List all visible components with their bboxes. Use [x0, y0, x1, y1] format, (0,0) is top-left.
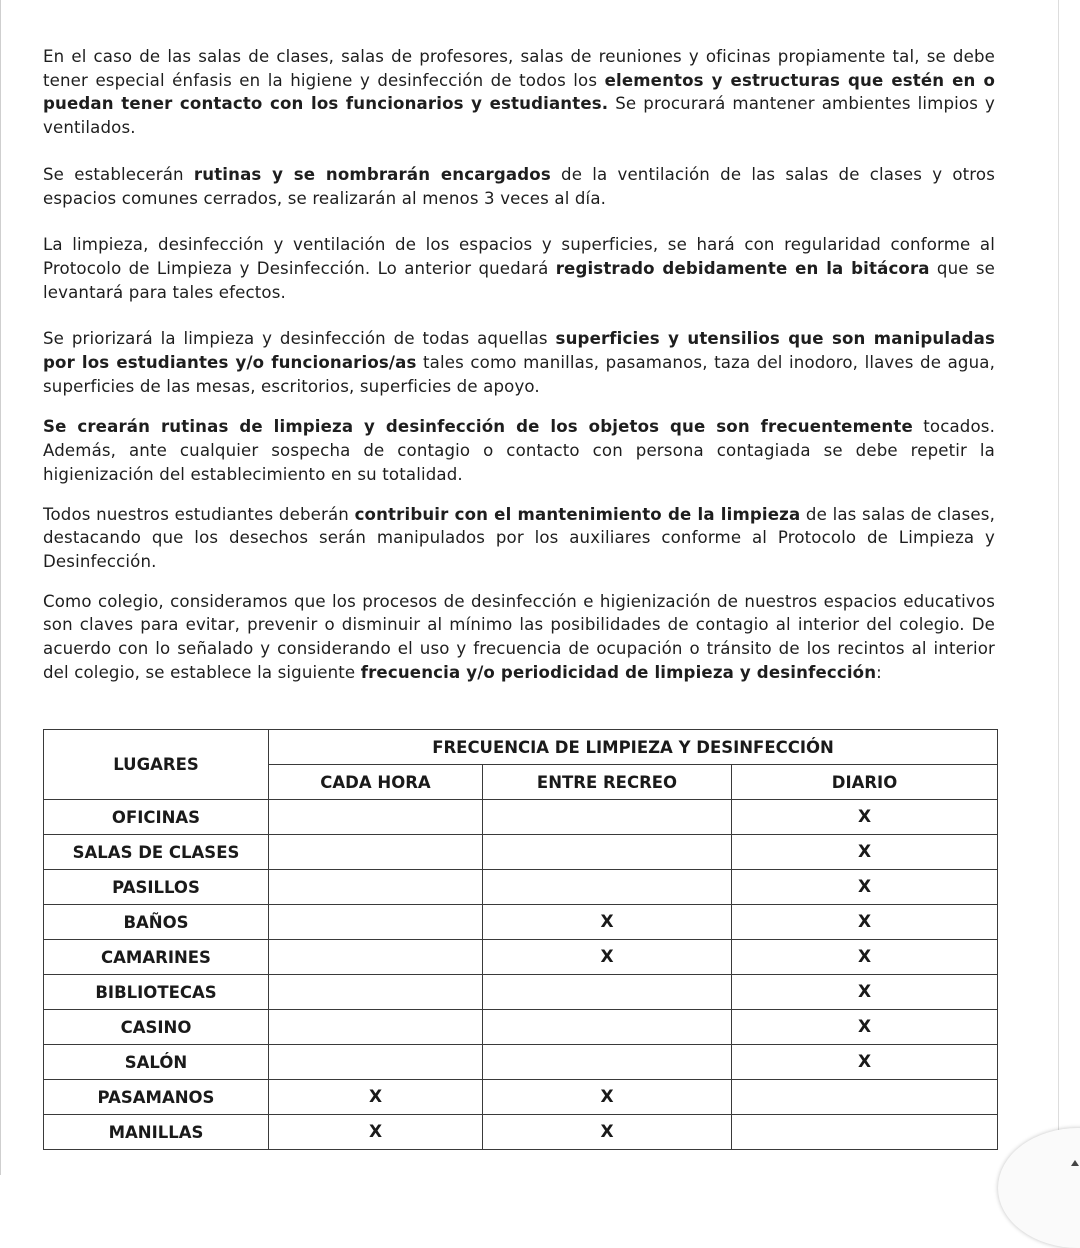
paragraph-1: En el caso de las salas de clases, salas de profesores, salas de reuniones y oficinas propiamente tal, se debe tener especial énfasis en la higiene y desinfección de todos los elementos y estructuras que estén en o puedan tener contacto con los funcionarios y estudiantes. Se procurará mantener ambientes limpios y ventilados. — [43, 47, 996, 138]
diario-cell: X — [732, 1010, 998, 1045]
hora-cell — [269, 835, 483, 870]
hora-cell — [269, 905, 483, 940]
hora-cell: X — [269, 1080, 483, 1115]
diario-cell — [732, 1115, 998, 1150]
hora-cell — [269, 870, 483, 905]
recreo-cell — [483, 975, 732, 1010]
header-diario: DIARIO — [732, 765, 998, 800]
paragraph-7: Como colegio, consideramos que los procesos de desinfección e higienización de nuestros espacios educativos son claves para evitar, prevenir o disminuir al mínimo las posibilidades de contagio al interior del colegio. De acuerdo con lo señalado y considerando el uso y frecuencia de ocupación o tránsito de los recintos al interior del colegio, se establece la siguiente frecuencia y/o periodicidad de limpieza y desinfección: — [43, 591, 995, 682]
chevron-up-icon — [1071, 1160, 1079, 1166]
header-frecuencia: FRECUENCIA DE LIMPIEZA Y DESINFECCIÓN — [269, 730, 998, 765]
hora-cell — [269, 1010, 483, 1045]
place-cell: PASILLOS — [44, 870, 269, 905]
paragraph-4: Se priorizará la limpieza y desinfección de todas aquellas superficies y utensilios que son manipuladas por los estudiantes y/o funcionarios/as tales como manillas, pasamanos, taza del inodoro, llaves de agua, superficies de las mesas, escritorios, superficies de apoyo. — [43, 329, 995, 396]
header-cada-hora: CADA HORA — [269, 765, 483, 800]
header-entre-recreo: ENTRE RECREO — [483, 765, 732, 800]
paragraph-5: Se crearán rutinas de limpieza y desinfección de los objetos que son frecuentemente tocados. Además, ante cualquier sospecha de contagio o contacto con persona contagiada se debe repetir la higienización del establecimiento en su totalidad. — [43, 417, 995, 484]
recreo-cell — [483, 1010, 732, 1045]
table-row — [44, 835, 998, 870]
paragraph-2: Se establecerán rutinas y se nombrarán encargados de la ventilación de las salas de clases y otros espacios comunes cerrados, se realizarán al menos 3 veces al día. — [43, 164, 996, 208]
frequency-table — [43, 729, 998, 1150]
table-row — [44, 800, 998, 835]
page-edge-left — [0, 0, 1, 1175]
table-row — [44, 905, 998, 940]
table-row — [44, 1115, 998, 1150]
header-lugares: LUGARES — [44, 730, 269, 800]
recreo-cell — [483, 800, 732, 835]
place-cell: BIBLIOTECAS — [44, 975, 269, 1010]
paragraph-6: Todos nuestros estudiantes deberán contribuir con el mantenimiento de la limpieza de las salas de clases, destacando que los desechos serán manipulados por los auxiliares conforme al Protocolo de Limpieza y Desinfección. — [43, 504, 996, 571]
diario-cell: X — [732, 905, 998, 940]
place-cell: CAMARINES — [44, 940, 269, 975]
place-cell: SALÓN — [44, 1045, 269, 1080]
diario-cell — [732, 1080, 998, 1115]
diario-cell: X — [732, 940, 998, 975]
scroll-up-button[interactable] — [998, 1128, 1080, 1248]
place-cell: OFICINAS — [44, 800, 269, 835]
place-cell: BAÑOS — [44, 905, 269, 940]
recreo-cell: X — [483, 940, 732, 975]
table-row — [44, 975, 998, 1010]
table-row — [44, 1080, 998, 1115]
recreo-cell — [483, 870, 732, 905]
hora-cell — [269, 975, 483, 1010]
recreo-cell: X — [483, 1080, 732, 1115]
recreo-cell — [483, 835, 732, 870]
recreo-cell — [483, 1045, 732, 1080]
hora-cell — [269, 800, 483, 835]
table-row — [44, 1010, 998, 1045]
diario-cell: X — [732, 870, 998, 905]
table-row — [44, 1045, 998, 1080]
hora-cell — [269, 940, 483, 975]
place-cell: CASINO — [44, 1010, 269, 1045]
paragraph-3: La limpieza, desinfección y ventilación de los espacios y superficies, se hará con regularidad conforme al Protocolo de Limpieza y Desinfección. Lo anterior quedará registrado debidamente en la bitácora que se levantará para tales efectos. — [43, 235, 996, 302]
recreo-cell: X — [483, 905, 732, 940]
table-row — [44, 870, 998, 905]
page-edge-right — [1058, 0, 1059, 1175]
place-cell: SALAS DE CLASES — [44, 835, 269, 870]
diario-cell: X — [732, 975, 998, 1010]
hora-cell — [269, 1045, 483, 1080]
recreo-cell: X — [483, 1115, 732, 1150]
diario-cell: X — [732, 1045, 998, 1080]
place-cell: PASAMANOS — [44, 1080, 269, 1115]
table-row — [44, 940, 998, 975]
place-cell: MANILLAS — [44, 1115, 269, 1150]
diario-cell: X — [732, 835, 998, 870]
document-body — [43, 45, 995, 684]
diario-cell: X — [732, 800, 998, 835]
hora-cell: X — [269, 1115, 483, 1150]
